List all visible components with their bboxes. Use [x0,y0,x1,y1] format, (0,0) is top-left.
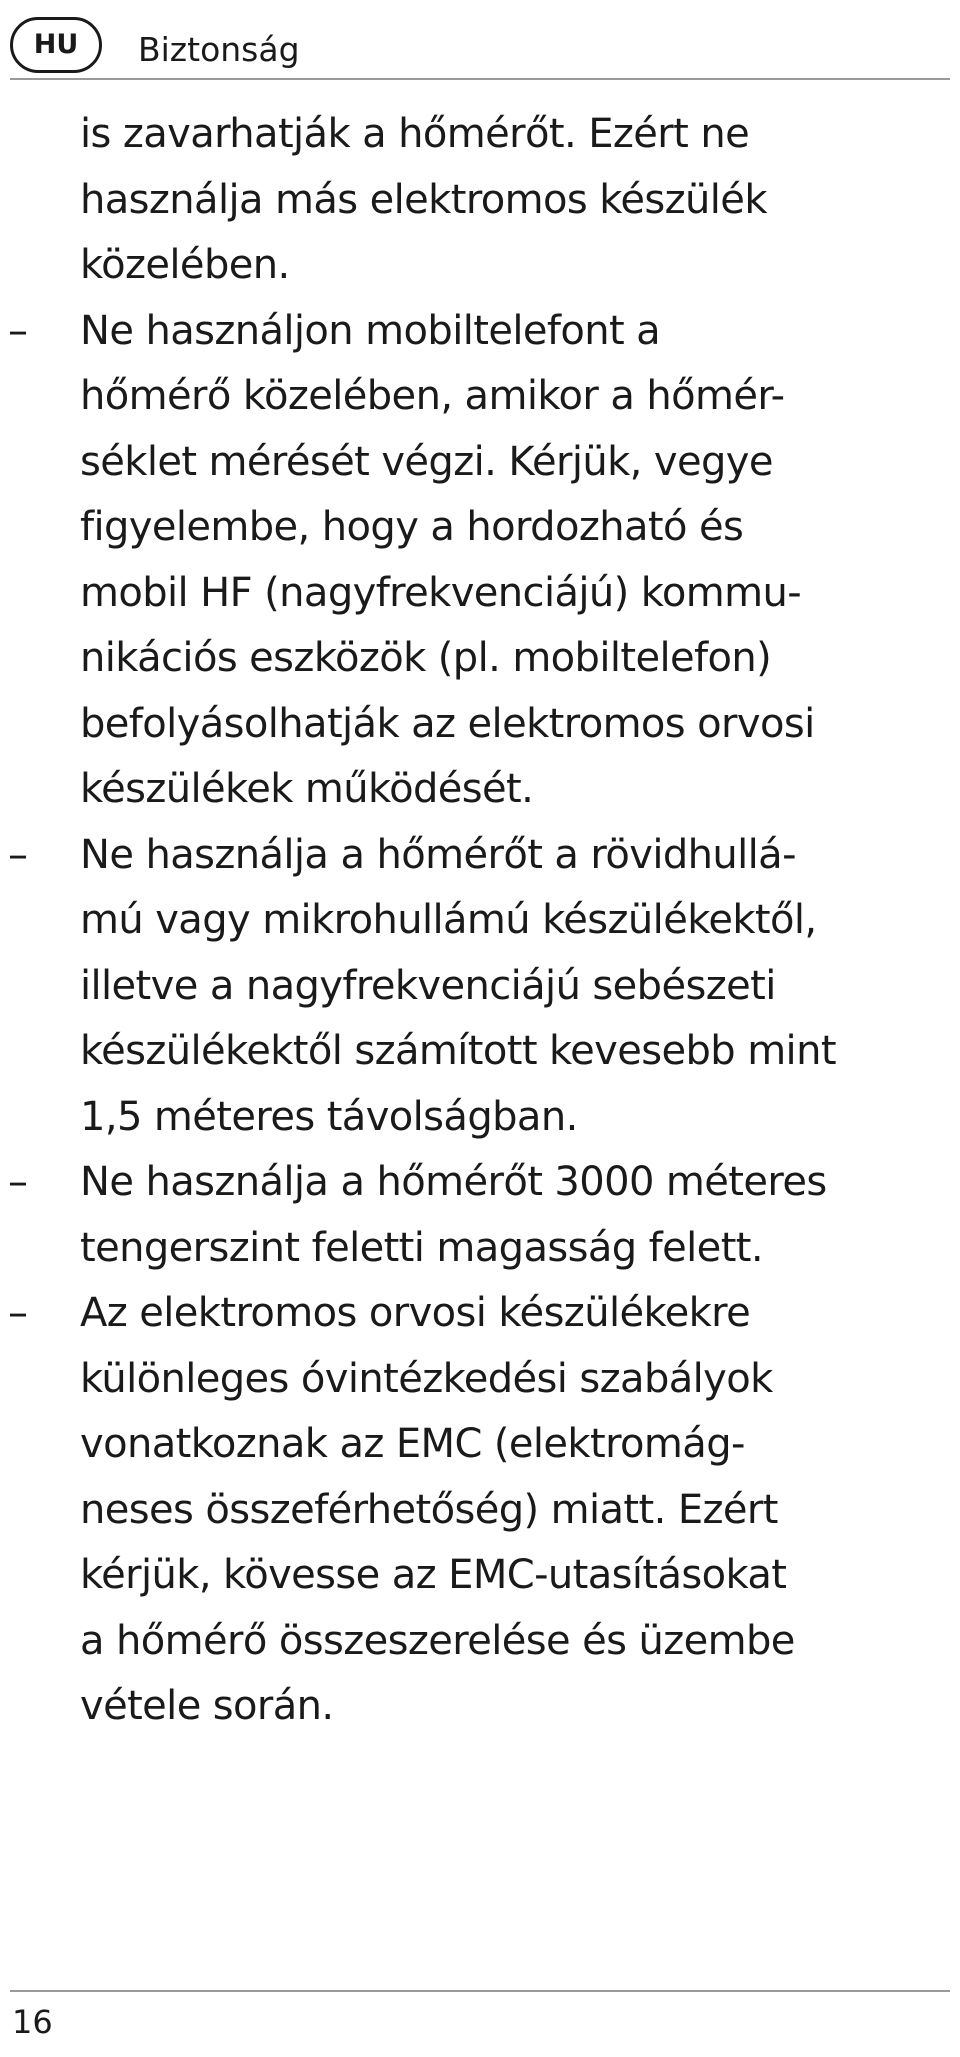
text-line: mobil HF (nagyfrekvenciájú) kommu- [80,569,802,616]
page-header [10,14,950,80]
text-line: séklet mérését végzi. Kérjük, vegye [80,438,773,485]
text-line: készülékektől számított kevesebb mint [80,1028,836,1074]
text-line: használja más elektromos készülék [80,176,767,223]
footer-divider [10,1990,950,1992]
text-line: nikációs eszközök (pl. mobiltelefon) [80,635,772,681]
bullet-dash: – [8,1159,28,1205]
header-divider [10,78,950,80]
text-line: vonatkoznak az EMC (elektromág- [80,1421,745,1467]
text-line: készülékek működését. [80,766,534,812]
bullet-item-shortwave [0,823,960,1151]
bullet-dash: – [8,307,28,354]
document-body [0,102,960,1740]
bullet-item-emc [0,1281,960,1740]
text-line: is zavarhatják a hőmérőt. Ezért ne [80,111,750,157]
text-line: Ne használja a hőmérőt 3000 méteres [80,1159,827,1205]
bullet-dash: – [8,1290,28,1336]
text-line: 1,5 méteres távolságban. [80,1093,578,1140]
text-line: Ne használjon mobiltelefont a [80,307,661,354]
text-line: mú vagy mikrohullámú készülékektől, [80,897,817,943]
text-line: figyelembe, hogy a hordozható és [80,504,744,550]
text-line: illetve a nagyfrekvenciájú sebészeti [80,962,776,1009]
text-line: tengerszint feletti magasság felett. [80,1224,763,1271]
text-line: hőmérő közelében, amikor a hőmér- [80,373,785,419]
section-title: Biztonság [138,30,300,69]
text-line: Ne használja a hőmérőt a rövidhullá- [80,831,796,878]
text-line: kérjük, kövesse az EMC-utasításokat [80,1552,787,1598]
bullet-item-altitude [0,1150,960,1281]
page-number: 16 [12,2003,53,2041]
bullet-dash: – [8,831,28,878]
text-line: Az elektromos orvosi készülékekre [80,1290,751,1336]
bullet-item-mobile-phone [0,299,960,823]
text-line: különleges óvintézkedési szabályok [80,1355,773,1402]
text-line: neses összeférhetőség) miatt. Ezért [80,1486,778,1533]
text-line: vétele során. [80,1683,334,1729]
paragraph-continuation [0,102,960,299]
language-badge: HU [10,17,102,73]
text-line: a hőmérő összeszerelése és üzembe [80,1617,795,1664]
text-line: közelében. [80,242,290,288]
text-line: befolyásolhatják az elektromos orvosi [80,700,815,747]
